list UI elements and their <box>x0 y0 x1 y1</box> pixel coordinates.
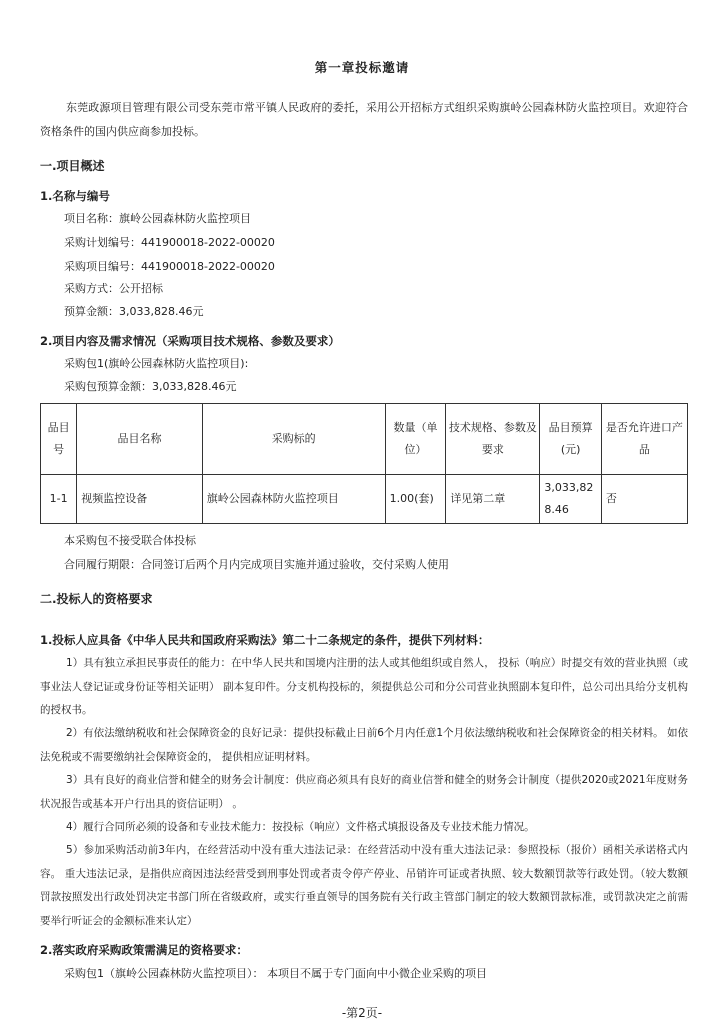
header-budget: 品目预算(元) <box>540 404 601 475</box>
section-heading-qualifications: 二.投标人的资格要求 <box>40 592 153 606</box>
page-title: 第一章投标邀请 <box>314 60 410 75</box>
package-budget-line: 采购包预算金额：3,033,828.46元 <box>64 380 237 393</box>
budget-line: 预算金额：3,033,828.46元 <box>64 305 204 318</box>
header-specs: 技术规格、参数及要求 <box>446 404 540 475</box>
project-number-line: 采购项目编号：441900018-2022-00020 <box>64 260 275 273</box>
cell-quantity: 1.00(套) <box>385 475 446 524</box>
section-heading-overview: 一.项目概述 <box>40 159 105 173</box>
subheading-content-requirements: 2.项目内容及需求情况（采购项目技术规格、参数及要求） <box>40 334 340 348</box>
cell-subject: 旗岭公园森林防火监控项目 <box>202 475 385 524</box>
subheading-legal-conditions: 1.投标人应具备《中华人民共和国政府采购法》第二十二条规定的条件，提供下列材料： <box>40 633 490 647</box>
cell-specs: 详见第二章 <box>446 475 540 524</box>
header-item-name: 品目名称 <box>77 404 202 475</box>
subheading-name-number: 1.名称与编号 <box>40 189 110 203</box>
header-import-allowed: 是否允许进口产品 <box>601 404 687 475</box>
cell-item-number: 1-1 <box>41 475 77 524</box>
qualification-item-5: 5）参加采购活动前3年内，在经营活动中没有重大违法记录：在经营活动中没有重大违法记录：参照投标（报价）函相关承诺格式内容。 重大违法记录，是指供应商因违法经营受到刑事处罚或者责令停产停业、吊销许可证或者执照、较大数额罚款等行政处罚。（较大数额罚款按照发出行政处罚决定书部门所在省级政府，或实行垂直领导的国务院有关行政主管部门制定的较大数额罚款标准，或罚款决定之前需要举行听证会的金额标准来认定） <box>40 844 688 927</box>
cell-import-allowed: 否 <box>601 475 687 524</box>
project-name-line: 项目名称：旗岭公园森林防火监控项目 <box>64 212 251 225</box>
header-quantity: 数量（单位） <box>385 404 446 475</box>
package-line: 采购包1(旗岭公园森林防火监控项目): <box>64 357 249 370</box>
consortium-note: 本采购包不接受联合体投标 <box>64 534 196 547</box>
cell-budget: 3,033,828.46 <box>540 475 601 524</box>
items-table <box>40 403 688 524</box>
procurement-method-line: 采购方式：公开招标 <box>64 282 163 295</box>
header-item-number: 品目号 <box>41 404 77 475</box>
policy-line: 采购包1（旗岭公园森林防火监控项目）： 本项目不属于专门面向中小微企业采购的项目 <box>64 967 487 980</box>
contract-period-note: 合同履行期限：合同签订后两个月内完成项目实施并通过验收，交付采购人使用 <box>64 558 449 571</box>
table-header-row <box>41 404 688 475</box>
intro-paragraph: 东莞政源项目管理有限公司受东莞市常平镇人民政府的委托，采用公开招标方式组织采购旗岭公园森林防火监控项目。欢迎符合资格条件的国内供应商参加投标。 <box>40 101 688 138</box>
page-number: -第2页- <box>341 1006 383 1020</box>
qualification-item-3: 3）具有良好的商业信誉和健全的财务会计制度：供应商必须具有良好的商业信誉和健全的财务会计制度（提供2020或2021年度财务状况报告或基本开户行出具的资信证明） 。 <box>40 774 688 810</box>
qualification-item-4: 4）履行合同所必须的设备和专业技术能力：按投标（响应）文件格式填报设备及专业技术能力情况。 <box>66 821 535 833</box>
header-subject: 采购标的 <box>202 404 385 475</box>
qualification-item-1: 1）具有独立承担民事责任的能力：在中华人民共和国境内注册的法人或其他组织或自然人， 投标（响应）时提交有效的营业执照（或事业法人登记证或身份证等相关证明） 副本复印件。分支机构投标的，须提供总公司和分公司营业执照副本复印件，总公司出具给分支机构的授权书。 <box>40 657 688 716</box>
subheading-policy-requirements: 2.落实政府采购政策需满足的资格要求： <box>40 943 248 957</box>
table-row <box>41 475 688 524</box>
qualification-item-2: 2）有依法缴纳税收和社会保障资金的良好记录：提供投标截止日前6个月内任意1个月依法缴纳税收和社会保障资金的相关材料。 如依法免税或不需要缴纳社会保障资金的， 提供相应证明材料。 <box>40 727 688 763</box>
plan-number-line: 采购计划编号：441900018-2022-00020 <box>64 236 275 249</box>
cell-item-name: 视频监控设备 <box>77 475 202 524</box>
